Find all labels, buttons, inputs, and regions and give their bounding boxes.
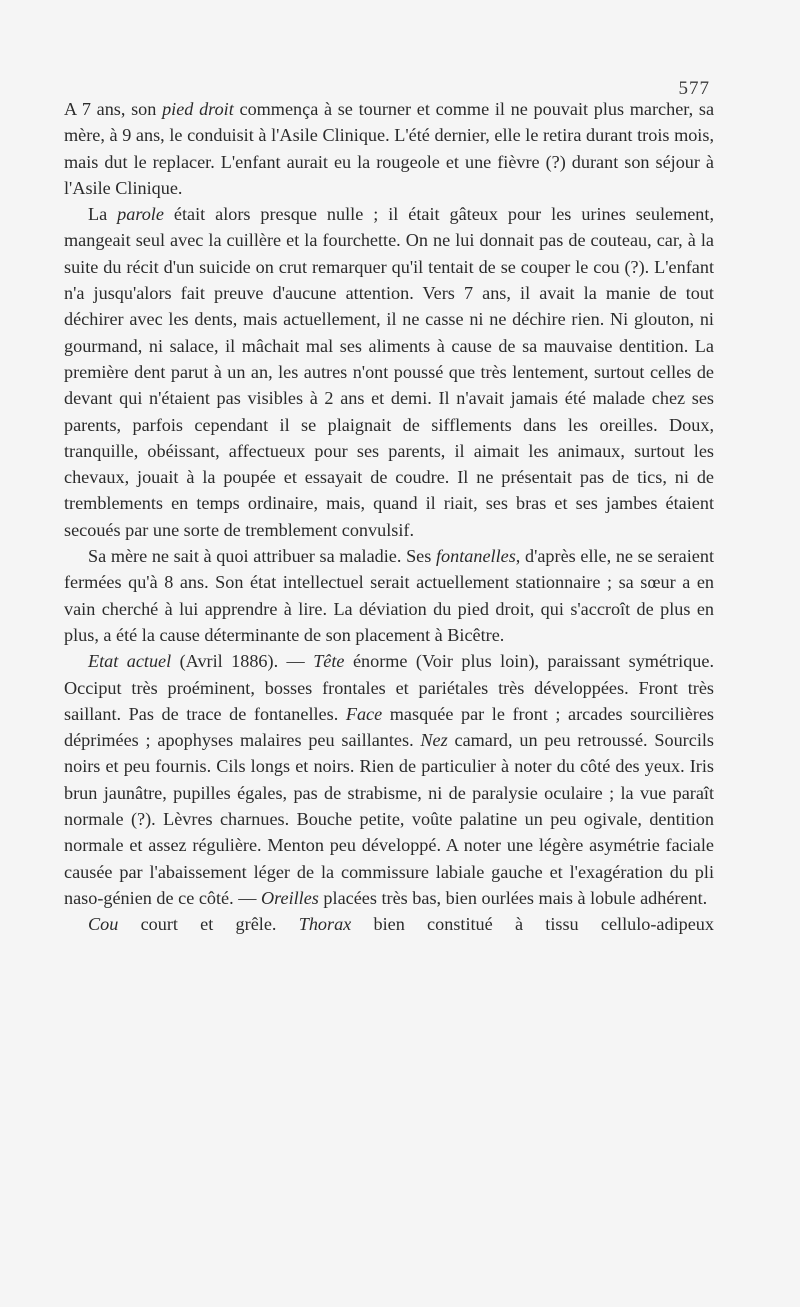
paragraph-text: camard, un peu retroussé. Sourcils noirs et peu fournis. Cils longs et noirs. Rien de particulier à noter du côté des yeux. Iris brun jaunâtre, pupilles égales, pas de strabisme, ni de paralysie oculaire ; la vue paraît normale (?). Lèvres charnues. Bouche petite, voûte palatine un peu ogivale, dentition normale et assez régulière. Menton peu développé. A noter une légère asymétrie faciale causée par l'abaissement léger de la commissure labiale gauche et l'exagération du pli naso-génien de ce côté. — [64, 730, 714, 908]
paragraph-text: masquée par le front ; arcades sourcilières déprimées ; apophyses malaires peu saillantes. [64, 703, 714, 751]
page-number: 577 [678, 78, 710, 99]
italic-term-face: Face [345, 703, 383, 724]
italic-term-fontanelles: fontanelles [435, 546, 516, 567]
paragraph-text: énorme (Voir plus loin), paraissant symétrique. Occiput très proéminent, bosses frontales et pariétales très développées. Front très saillant. Pas de trace de fontanelles. [64, 651, 714, 724]
body-text [64, 96, 714, 938]
paragraph-2 [64, 201, 714, 543]
paragraph-1 [64, 96, 714, 201]
paragraph-text: bien constitué à tissu cellulo-adipeux [351, 914, 714, 935]
paragraph-5 [64, 911, 714, 937]
italic-term-oreilles: Oreilles [260, 887, 319, 908]
paragraph-text: placées très bas, bien ourlées mais à lobule adhérent. [318, 887, 708, 908]
paragraph-text: , d'après elle, ne se seraient fermées qu'à 8 ans. Son état intellectuel serait actuellement stationnaire ; sa sœur a en vain cherché à lui apprendre à lire. La déviation du pied droit, qui s'accroît de plus en plus, a été la cause déterminante de son placement à Bicêtre. [64, 546, 714, 645]
italic-term-cou: Cou [88, 914, 119, 935]
italic-term-tete: Tête [313, 651, 345, 672]
paragraph-text: A 7 ans, son [64, 99, 163, 119]
italic-term-thorax: Thorax [298, 914, 352, 935]
paragraph-text: La [88, 204, 118, 225]
paragraph-4 [64, 648, 714, 911]
italic-term-nez: Nez [420, 730, 448, 751]
italic-term-etat-actuel: Etat actuel [88, 651, 172, 672]
paragraph-text: était alors presque nulle ; il était gâteux pour les urines seulement, mangeait seul avec la cuillère et la fourchette. On ne lui donnait pas de couteau, car, à la suite du récit d'un suicide on crut remarquer qu'il tentait de se couper le cou (?). L'enfant n'a jusqu'alors fait preuve d'aucune attention. Vers 7 ans, il avait la manie de tout déchirer avec les dents, mais actuellement, il ne casse ni ne déchire rien. Ni glouton, ni gourmand, ni salace, il mâchait mal ses aliments à cause de sa mauvaise dentition. La première dent parut à un an, les autres n'ont poussé que très lentement, surtout celles de devant qui n'étaient pas visibles à 2 ans et demi. Il n'avait jamais été malade chez ses parents, parfois cependant il se plaignait de sifflements dans les oreilles. Doux, tranquille, obéissant, affectueux pour ses parents, il aimait les animaux, surtout les chevaux, jouait à la poupée et essayait de coudre. Il ne présentait pas de tics, ni de tremblements en temps ordinaire, mais, quand il riait, ses bras et ses jambes étaient secoués par une sorte de tremblement convulsif. [64, 204, 714, 540]
paragraph-3 [64, 543, 714, 648]
paragraph-text: court et grêle. [118, 914, 299, 935]
italic-term-pied-droit: pied droit [162, 99, 234, 119]
paragraph-text: commença à se tourner et comme il ne pouvait plus marcher, sa mère, à 9 ans, le conduisit à l'Asile Clinique. L'été dernier, elle le retira durant trois mois, mais dut le replacer. L'enfant aurait eu la rougeole et une fièvre (?) durant son séjour à l'Asile Clinique. [64, 99, 715, 198]
paragraph-text: (Avril 1886). — [171, 651, 314, 672]
italic-term-parole: parole [117, 204, 164, 225]
paragraph-text: Sa mère ne sait à quoi attribuer sa maladie. Ses [88, 546, 436, 567]
